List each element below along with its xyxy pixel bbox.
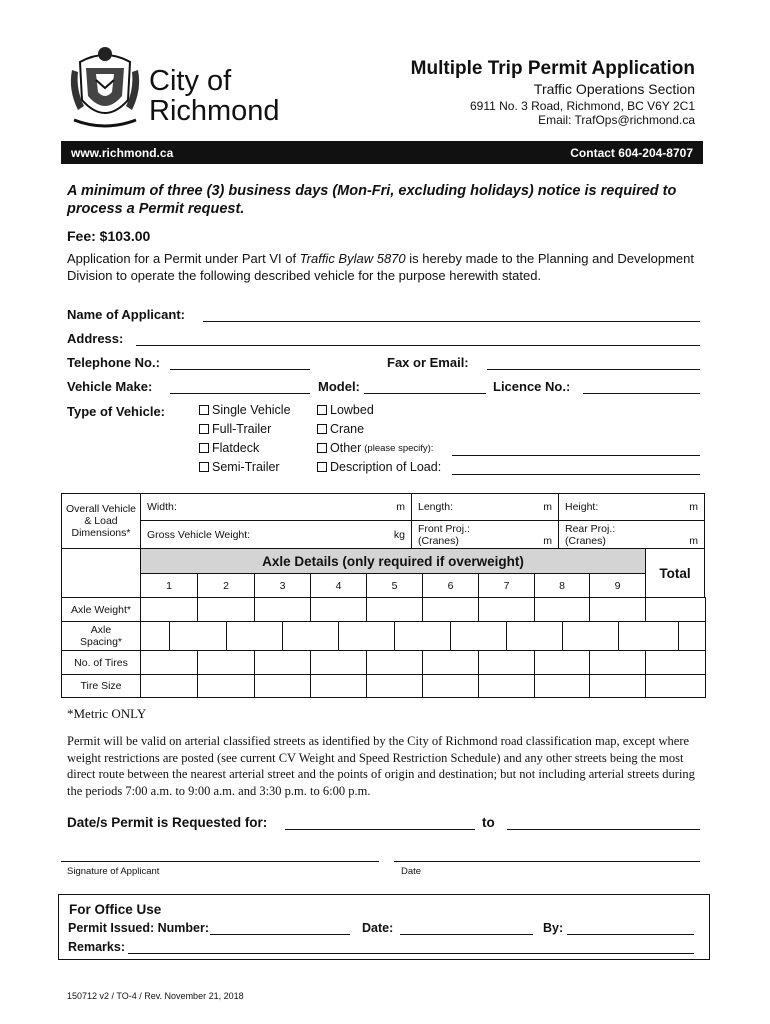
office-email: Email: TrafOps@richmond.ca xyxy=(538,113,695,127)
axle-spacing-cell[interactable] xyxy=(226,621,283,651)
crane-checkbox[interactable]: Crane xyxy=(317,422,364,436)
width-field[interactable]: Width: m xyxy=(140,493,412,521)
axle-number-1: 1 xyxy=(140,573,198,598)
office-date-field[interactable] xyxy=(400,934,533,935)
axle-weight-cell[interactable] xyxy=(589,597,646,622)
checkbox-icon xyxy=(317,424,327,434)
office-by-label: By: xyxy=(543,921,564,935)
other-specify-field[interactable] xyxy=(452,455,700,456)
checkbox-icon xyxy=(199,462,209,472)
height-field[interactable]: Height: m xyxy=(558,493,705,521)
axle-spacing-cell[interactable] xyxy=(282,621,339,651)
metric-only-note: *Metric ONLY xyxy=(67,706,147,721)
tire-count-cell[interactable] xyxy=(310,650,367,675)
axle-weight-cell[interactable] xyxy=(478,597,535,622)
axle-spacing-cell[interactable] xyxy=(562,621,619,651)
remarks-field[interactable] xyxy=(128,953,694,954)
office-address: 6911 No. 3 Road, Richmond, BC V6Y 2C1 xyxy=(469,99,695,113)
date-to-field[interactable] xyxy=(507,829,700,830)
signature-field[interactable] xyxy=(61,861,379,862)
permit-number-label: Permit Issued: Number: xyxy=(68,921,210,935)
axle-spacing-cell[interactable] xyxy=(618,621,679,651)
axle-weight-cell[interactable] xyxy=(310,597,367,622)
model-label: Model: xyxy=(318,379,360,394)
tire-count-cell[interactable] xyxy=(422,650,479,675)
tire-size-cell[interactable] xyxy=(310,674,367,698)
axle-spacing-cell[interactable] xyxy=(394,621,451,651)
axle-weight-cell[interactable] xyxy=(534,597,590,622)
permit-number-field[interactable] xyxy=(210,934,350,935)
permit-validity-text: Permit will be valid on arterial classified streets as identified by the City of Richmond road classification map, except where weight restrictions are posted (see current CV Weight and Speed Restriction Schedule) and any other streets being the most direct route between the nearest arterial street and the points of origin and destination; but not including arterial streets during the periods 7:00 a.m. to 9:00 a.m. and 3:30 p.m. to 6:00 p.m. xyxy=(67,734,695,798)
dimensions-row-label: Overall Vehicle & Load Dimensions* xyxy=(61,493,141,549)
tire-size-cell[interactable] xyxy=(478,674,535,698)
axle-spacing-label: Axle Spacing* xyxy=(61,621,141,651)
tire-size-cell[interactable] xyxy=(254,674,311,698)
section-name: Traffic Operations Section xyxy=(533,81,695,97)
notice-text: A minimum of three (3) business days (Mon-Fri, excluding holidays) notice is required to process a Permit request. xyxy=(67,183,677,217)
axle-number-4: 4 xyxy=(310,573,367,598)
checkbox-icon xyxy=(317,443,327,453)
axle-spacing-cell[interactable] xyxy=(140,621,170,651)
checkbox-icon xyxy=(317,462,327,472)
checkbox-icon xyxy=(199,405,209,415)
tire-count-cell[interactable] xyxy=(589,650,646,675)
axle-number-3: 3 xyxy=(254,573,311,598)
load-description-field[interactable] xyxy=(452,474,700,475)
axle-weight-cell[interactable] xyxy=(140,597,198,622)
tire-size-label: Tire Size xyxy=(61,674,141,698)
form-footer-revision: 150712 v2 / TO-4 / Rev. November 21, 2018 xyxy=(67,991,244,1001)
axle-spacing-cell[interactable] xyxy=(169,621,227,651)
semi-trailer-checkbox[interactable]: Semi-Trailer xyxy=(199,460,280,474)
axle-spacing-cell[interactable] xyxy=(678,621,706,651)
contact-phone: Contact 604-204-8707 xyxy=(570,145,693,160)
signature-date-label: Date xyxy=(401,866,422,877)
tire-count-cell[interactable] xyxy=(534,650,590,675)
header-bar xyxy=(61,141,703,164)
city-crest-logo xyxy=(66,40,144,132)
office-date-label: Date: xyxy=(362,921,394,935)
remarks-label: Remarks: xyxy=(68,940,125,954)
tire-size-cell[interactable] xyxy=(366,674,423,698)
tire-size-cell[interactable] xyxy=(140,674,198,698)
axle-weight-cell[interactable] xyxy=(366,597,423,622)
signature-date-field[interactable] xyxy=(394,861,700,862)
front-projection-field[interactable]: Front Proj.: (Cranes) m xyxy=(411,520,559,549)
lowbed-checkbox[interactable]: Lowbed xyxy=(317,403,374,417)
axle-number-5: 5 xyxy=(366,573,423,598)
tire-count-cell[interactable] xyxy=(366,650,423,675)
axle-spacing-cell[interactable] xyxy=(338,621,395,651)
telephone-field[interactable] xyxy=(170,369,310,370)
city-logo-text: City of Richmond xyxy=(149,65,280,127)
axle-number-7: 7 xyxy=(478,573,535,598)
tire-count-cell[interactable] xyxy=(140,650,198,675)
tire-size-cell[interactable] xyxy=(422,674,479,698)
axle-weight-cell[interactable] xyxy=(645,597,706,622)
axle-corner-cell xyxy=(61,548,141,598)
fee-text: Fee: $103.00 xyxy=(67,228,151,244)
date-from-field[interactable] xyxy=(285,829,475,830)
length-field[interactable]: Length: m xyxy=(411,493,559,521)
form-title: Multiple Trip Permit Application xyxy=(410,58,695,79)
flatdeck-checkbox[interactable]: Flatdeck xyxy=(199,441,259,455)
vehicle-make-field[interactable] xyxy=(170,393,310,394)
intro-text: Application for a Permit under Part VI of Traffic Bylaw 5870 is hereby made to the Planning and Development Division to operate the following described vehicle for the purpose herewith stated. xyxy=(67,251,694,283)
fax-email-field[interactable] xyxy=(487,369,700,370)
checkbox-icon xyxy=(317,405,327,415)
axle-spacing-cell[interactable] xyxy=(450,621,507,651)
checkbox-icon xyxy=(199,424,209,434)
dates-label: Date/s Permit is Requested for: xyxy=(67,815,268,830)
applicant-name-field[interactable] xyxy=(203,321,700,322)
load-description-checkbox[interactable]: Description of Load: xyxy=(317,460,441,474)
tire-count-cell[interactable] xyxy=(478,650,535,675)
date-to-label: to xyxy=(482,815,495,830)
axle-number-9: 9 xyxy=(589,573,646,598)
licence-label: Licence No.: xyxy=(493,379,571,394)
fax-email-label: Fax or Email: xyxy=(387,355,469,370)
office-use-title: For Office Use xyxy=(69,902,162,917)
dimensions-table xyxy=(61,493,705,549)
axle-number-8: 8 xyxy=(534,573,590,598)
axle-weight-label: Axle Weight* xyxy=(61,597,141,622)
website-link[interactable]: www.richmond.ca xyxy=(71,145,174,160)
office-by-field[interactable] xyxy=(567,934,694,935)
applicant-name-label: Name of Applicant: xyxy=(67,307,185,322)
tire-count-cell[interactable] xyxy=(254,650,311,675)
address-field[interactable] xyxy=(136,345,700,346)
model-field[interactable] xyxy=(364,393,486,394)
axle-weight-cell[interactable] xyxy=(254,597,311,622)
axle-weight-cell[interactable] xyxy=(197,597,255,622)
address-label: Address: xyxy=(67,331,124,346)
axle-number-2: 2 xyxy=(197,573,255,598)
licence-field[interactable] xyxy=(583,393,700,394)
tire-count-label: No. of Tires xyxy=(61,650,141,675)
other-checkbox[interactable]: Other (please specify): xyxy=(317,441,433,455)
axle-number-6: 6 xyxy=(422,573,479,598)
total-header: Total xyxy=(645,548,705,598)
checkbox-icon xyxy=(199,443,209,453)
tire-count-cell[interactable] xyxy=(197,650,255,675)
tire-size-cell[interactable] xyxy=(197,674,255,698)
tire-size-cell[interactable] xyxy=(589,674,646,698)
vehicle-make-label: Vehicle Make: xyxy=(67,379,153,394)
rear-projection-field[interactable]: Rear Proj.: (Cranes) m xyxy=(558,520,705,549)
axle-weight-cell[interactable] xyxy=(422,597,479,622)
tire-size-cell[interactable] xyxy=(645,674,706,698)
axle-spacing-cell[interactable] xyxy=(506,621,563,651)
signature-label: Signature of Applicant xyxy=(67,866,160,877)
vehicle-type-label: Type of Vehicle: xyxy=(67,404,166,419)
gross-vehicle-weight-field[interactable]: Gross Vehicle Weight: kg xyxy=(140,520,412,549)
single-vehicle-checkbox[interactable]: Single Vehicle xyxy=(199,403,291,417)
telephone-label: Telephone No.: xyxy=(67,355,160,370)
full-trailer-checkbox[interactable]: Full-Trailer xyxy=(199,422,271,436)
tire-count-cell[interactable] xyxy=(645,650,706,675)
axle-details-title: Axle Details (only required if overweight) xyxy=(140,548,646,574)
axle-details-table xyxy=(61,548,705,698)
tire-size-cell[interactable] xyxy=(534,674,590,698)
